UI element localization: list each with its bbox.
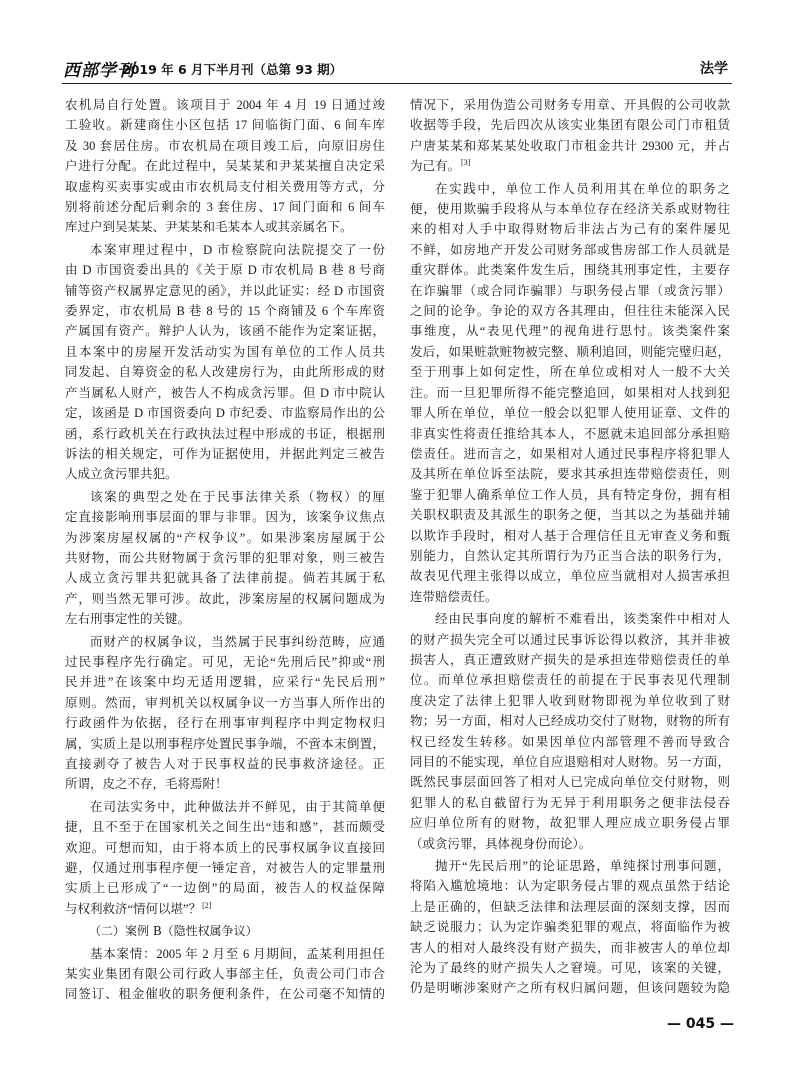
- line-text: 害人的相对人最终没有财产损失，而非被害人的单位却: [410, 940, 730, 955]
- paragraph: [65, 487, 385, 630]
- line-text: 该案的典型之处在于民事法律关系（物权）的厘: [90, 489, 385, 504]
- text-line: [410, 115, 730, 135]
- line-text: 及 30 套居住房。市农机局在项目竣工后，向原旧房住: [65, 138, 385, 153]
- text-line: [410, 938, 730, 958]
- line-text: 权已经发生转移。如果因单位内部管理不善而导致合: [410, 734, 730, 749]
- line-text: 户进行分配。在此过程中，吴某某和尹某某擅自决定采: [65, 159, 385, 174]
- line-text: 发后，如果赃款赃物被完整、顺利追回，则能完璧归赵，: [410, 344, 730, 359]
- line-text: 产属国有资产。辩护人认为，该函不能作为定案证据，: [65, 324, 385, 339]
- line-text: 而财产的权属争议，当然属于民事纠纷范畴，应通: [90, 634, 385, 649]
- line-text: 缺乏说服力；认为定诈骗类犯罪的观点，将面临作为被: [410, 920, 730, 935]
- paragraph: [410, 856, 730, 999]
- line-text: 至于刑事上如何定性，所在单位或相对人一般不大关: [410, 365, 730, 380]
- line-text: 在诈骗罪（或合同诈骗罪）与职务侵占罪（或贪污罪）: [410, 283, 730, 298]
- line-text: 便，使用欺骗手段将从与本单位存在经济关系或财物往: [410, 202, 730, 217]
- line-text: 鉴于犯罪人确系单位工作人员，具有特定身份，拥有相: [410, 487, 730, 502]
- footnote-ref: [2]: [202, 900, 212, 910]
- text-line: [65, 95, 385, 115]
- line-text: 在实践中，单位工作人员利用其在单位的职务之: [435, 181, 730, 196]
- line-text: 共财物，而公共财物属于贪污罪的犯罪对象，则三被告: [65, 550, 385, 565]
- left-text-column: [65, 95, 385, 1005]
- text-line: [65, 548, 385, 568]
- text-line: [65, 693, 385, 713]
- text-line: [65, 217, 385, 237]
- text-line: [65, 240, 385, 260]
- line-text: 为涉案房屋权属的“产权争议”。如果涉案房屋属于公: [65, 530, 385, 545]
- paragraph: [410, 179, 730, 608]
- text-line: [410, 464, 730, 484]
- text-line: [65, 260, 385, 280]
- text-line: [410, 978, 730, 998]
- text-line: [65, 838, 385, 858]
- text-line: [65, 632, 385, 652]
- text-line: [410, 505, 730, 525]
- text-line: [410, 630, 730, 650]
- line-text: 位。而单位承担赔偿责任的前提在于民事表见代理制: [410, 673, 730, 688]
- line-text: 连带赔偿责任。: [410, 589, 498, 604]
- text-line: [65, 713, 385, 733]
- paragraph: [65, 95, 385, 238]
- text-line: [65, 609, 385, 629]
- line-text: 欢迎。可想而知，由于将本质上的民事权属争议直接回: [65, 840, 385, 855]
- line-text: 关职权职责及其派生的职务之便，当其以之为基础并辅: [410, 508, 730, 523]
- text-line: [410, 136, 730, 156]
- line-text: 损害人，真正遭致财产损失的是承担连带赔偿责任的单: [410, 652, 730, 667]
- line-text: 上是正确的，但缺乏法律和法理层面的深刻支撑，因而: [410, 899, 730, 914]
- line-text: 同签订、租金催收的职务便利条件，在公司毫不知情的: [65, 987, 385, 1002]
- section-label: 法学: [700, 61, 728, 77]
- text-line: [65, 444, 385, 464]
- line-text: 本案审理过程中，D 市检察院向法院提交了一份: [90, 242, 385, 257]
- text-line: [410, 383, 730, 403]
- line-text: 由 D 市国资委出具的《关于原 D 市农机局 B 巷 8 号商: [65, 263, 385, 278]
- line-text: 在司法实务中，此种做法并不鲜见，由于其简单便: [90, 799, 385, 814]
- text-line: [410, 834, 730, 854]
- text-line: [65, 197, 385, 217]
- text-line: [65, 878, 385, 898]
- text-line: [65, 964, 385, 984]
- text-line: [410, 199, 730, 219]
- text-line: [410, 587, 730, 607]
- journal-logo: 西部学刊: [63, 61, 135, 81]
- line-text: 定，该函是 D 市国资委向 D 市纪委、市监察局作出的公: [65, 406, 385, 421]
- line-text: 所谓，皮之不存，毛将焉附！: [65, 777, 228, 792]
- text-line: [65, 774, 385, 794]
- line-text: 委界定，市农机局 B 巷 8 号的 15 个商铺及 6 个车库资: [65, 304, 385, 319]
- line-text: 经由民事向度的解析不难看出，该类案件中相对人: [435, 612, 730, 627]
- text-line: [410, 609, 730, 629]
- text-line: [410, 260, 730, 280]
- text-line: [410, 793, 730, 813]
- line-text: 属，实质上是以刑事程序处置民事争端，不啻本末倒置，: [65, 736, 385, 751]
- line-text: 取虚构买卖事实或由市农机局支付相关费用等方式，分: [65, 179, 385, 194]
- text-line: [410, 546, 730, 566]
- line-text: 基本案情：2005 年 2 月至 6 月期间，孟某利用担任: [90, 946, 385, 961]
- section-heading: （二）案例 B（隐性权属争议）: [89, 924, 258, 939]
- line-text: 户唐某某和郑某某处收取门市租金共计 29300 元，并占: [410, 138, 730, 153]
- text-line: [410, 95, 730, 115]
- line-text: 同目的不能实现，单位自应退赔相对人财物。另一方面，: [410, 755, 730, 769]
- text-line: [410, 179, 730, 199]
- text-line: [65, 281, 385, 301]
- text-line: [410, 342, 730, 362]
- text-line: [410, 485, 730, 505]
- text-line: [65, 984, 385, 1004]
- line-text: 库过户到吴某某、尹某某和毛某本人或其亲属名下。: [65, 220, 353, 235]
- line-text: 民并进”在该案中均无适用逻辑，应采行“先民后刑”: [65, 675, 385, 690]
- line-text: 捷，且不至于在国家机关之间生出“违和感”，甚而颇受: [65, 820, 385, 835]
- line-text: 函，系行政机关在行政执法过程中形成的书证，根据刑: [65, 426, 385, 441]
- text-line: [65, 424, 385, 444]
- text-line: [65, 177, 385, 197]
- text-line: [410, 219, 730, 239]
- text-line: [65, 362, 385, 382]
- text-line: [65, 672, 385, 692]
- text-line: [410, 526, 730, 546]
- paragraph: [65, 944, 385, 1005]
- text-line: [65, 528, 385, 548]
- line-text: （或贪污罪，具体视身份而论）。: [410, 836, 592, 851]
- line-text: 重灾群体。此类案件发生后，围绕其刑事定性，主要存: [410, 263, 730, 278]
- line-text: 直接剥夺了被告人对于民事权益的民事救济途径。正: [65, 757, 385, 771]
- paragraph: [410, 609, 730, 854]
- line-text: 抛开“先民后刑”的论证思路，单纯探讨刑事问题，: [435, 859, 730, 874]
- line-text: 别能力，自然认定其所谓行为乃正当合法的职务行为，: [410, 548, 730, 563]
- line-text: 的财产损失完全可以通过民事诉讼得以救济，其并非被: [410, 632, 730, 647]
- text-line: [410, 813, 730, 833]
- line-text: 之间的论争。争论的双方各其理由，但往往未能深入民: [410, 304, 730, 319]
- line-text: 铺等资产权属界定意见的函》，并以此证实：经 D 市国资: [65, 283, 385, 298]
- line-text: 沦为了最终的财产损失人之窘境。可见，该案的关键，: [410, 961, 730, 976]
- text-line: [65, 589, 385, 609]
- text-line: [410, 403, 730, 423]
- text-line: [410, 301, 730, 321]
- text-line: [410, 856, 730, 876]
- line-text: 以欺诈手段时，相对人基于合理信任且无审查义务和甄: [410, 528, 730, 543]
- line-text: 且本案中的房屋开发活动实为国有单位的工作人员共: [65, 344, 385, 359]
- line-text: 与权利救济“情何以堪”？: [65, 901, 202, 916]
- text-line: [410, 670, 730, 690]
- line-text: 度决定了法律上犯罪人收到财物即视为单位收到了财: [410, 693, 730, 708]
- text-line: [410, 691, 730, 711]
- text-line: [65, 383, 385, 403]
- text-line: [65, 858, 385, 878]
- line-text: 故表见代理主张得以成立，单位应当就相对人损害承担: [410, 569, 730, 584]
- text-line: [410, 752, 730, 772]
- text-line: [410, 917, 730, 937]
- issue-info: 2019 年 6 月下半月刊（总第 93 期）: [122, 62, 343, 77]
- text-line: [65, 797, 385, 817]
- line-text: 犯罪人的私自截留行为无异于利用职务之便非法侵吞: [410, 795, 730, 810]
- text-line: [65, 487, 385, 507]
- line-text: 事维度，从“表见代理”的视角进行思忖。该类案件案: [410, 324, 730, 339]
- text-line: [65, 136, 385, 156]
- line-text: 将陷入尴尬境地：认为定职务侵占罪的观点虽然于结论: [410, 879, 730, 894]
- text-line: [65, 115, 385, 135]
- line-text: 某实业集团有限公司行政人事部主任，负责公司门市合: [65, 967, 385, 982]
- line-text: 收据等手段，先后四次从该实业集团有限公司门市租赁: [410, 118, 730, 133]
- line-text: 罪人所在单位，单位一般会以犯罪人使用证章、文件的: [410, 406, 730, 421]
- text-line: [65, 156, 385, 176]
- line-text: 物；另一方面，相对人已经成功交付了财物，财物的所有: [410, 714, 730, 729]
- text-line: [410, 281, 730, 301]
- line-text: 应归单位所有的财物，故犯罪人理应成立职务侵占罪: [410, 816, 730, 831]
- text-line: [410, 772, 730, 792]
- line-text: 产当属私人财产，被告人不构成贪污罪。但 D 市中院认: [65, 385, 385, 400]
- line-text: 实质上已形成了“一边倒”的局面，被告人的权益保障: [65, 881, 385, 896]
- text-line: [65, 342, 385, 362]
- line-text: 农机局自行处置。该项目于 2004 年 4 月 19 日通过竣: [65, 98, 385, 112]
- line-text: 过民事程序先行确定。可见，无论“先刑后民”抑或“刑: [65, 654, 385, 669]
- text-line: [65, 403, 385, 423]
- paragraph: [410, 95, 730, 177]
- line-text: 左右刑事定性的关键。: [65, 612, 191, 627]
- text-line: [410, 362, 730, 382]
- line-text: 避，仅通过刑事程序便一锤定音，对被告人的定罪量刑: [65, 861, 385, 876]
- line-text: 不鲜，如房地产开发公司财务部或售房部工作人员就是: [410, 242, 730, 257]
- line-text: 来的相对人手中取得财物后非法占为己有的案件屡见: [410, 222, 730, 237]
- text-line: [410, 650, 730, 670]
- header-rule: [62, 83, 732, 84]
- line-text: 原则。然而，审判机关以权属争议一方当事人所作出的: [65, 695, 385, 710]
- text-line: [410, 240, 730, 260]
- text-line: [65, 321, 385, 341]
- line-text: 行政函件为依据，径行在刑事审判程序中判定物权归: [65, 716, 385, 731]
- right-text-column: [410, 95, 730, 999]
- text-line: [65, 568, 385, 588]
- text-line: [65, 944, 385, 964]
- text-line: [65, 817, 385, 837]
- text-line: [65, 652, 385, 672]
- text-line: [65, 464, 385, 484]
- line-text: 诉法的相关规定，可作为证据使用，并据此判定三被告: [65, 446, 385, 461]
- line-text: 工验收。新建商住小区包括 17 间临街门面、6 间车库: [65, 118, 385, 133]
- text-line: [65, 734, 385, 754]
- text-line: [65, 899, 385, 919]
- text-line: [65, 301, 385, 321]
- line-text: 定直接影响刑事层面的罪与非罪。因为，该案争议焦点: [65, 510, 385, 525]
- line-text: 情况下，采用伪造公司财务专用章、开具假的公司收款: [410, 98, 730, 112]
- page-number: — 045 —: [667, 1016, 734, 1032]
- text-line: [410, 156, 730, 176]
- text-line: [410, 876, 730, 896]
- line-text: 产，则当然无罪可涉。故此，涉案房屋的权属问题成为: [65, 591, 385, 606]
- text-line: [410, 444, 730, 464]
- footnote-ref: [3]: [461, 158, 471, 168]
- line-text: 注。而一旦犯罪所得不能完整追回，如果相对人找到犯: [410, 385, 730, 400]
- text-line: [65, 507, 385, 527]
- line-text: 同发起、自筹资金的私人改建房行为，由此所形成的财: [65, 365, 385, 380]
- text-line: [410, 424, 730, 444]
- paragraph: [65, 632, 385, 795]
- paragraph: [65, 240, 385, 485]
- text-line: [410, 321, 730, 341]
- text-line: [410, 897, 730, 917]
- text-line: [65, 754, 385, 774]
- text-line: [410, 958, 730, 978]
- text-line: [410, 711, 730, 731]
- text-line: [410, 566, 730, 586]
- line-text: 人成立贪污罪共犯就具备了法律前提。倘若其属于私: [65, 571, 385, 586]
- line-text: 别将前述分配后剩余的 3 套住房、17 间门面和 6 间车: [65, 200, 385, 215]
- line-text: 为己有。: [410, 159, 461, 174]
- text-line: [410, 732, 730, 752]
- line-text: 既然民事层面回答了相对人已完成向单位交付财物，则: [410, 775, 730, 790]
- paragraph: [65, 797, 385, 919]
- line-text: 非真实性将责任推给其本人，不愿就未追回部分承担赔: [410, 426, 730, 441]
- line-text: 及其所在单位诉至法院，要求其承担连带赔偿责任，则: [410, 467, 730, 482]
- line-text: 人成立贪污罪共犯。: [65, 467, 178, 482]
- line-text: 仍是明晰涉案财产之所有权归属问题，但该问题较为隐: [410, 981, 730, 996]
- line-text: 偿责任。进而言之，如果相对人通过民事程序将犯罪人: [410, 446, 730, 461]
